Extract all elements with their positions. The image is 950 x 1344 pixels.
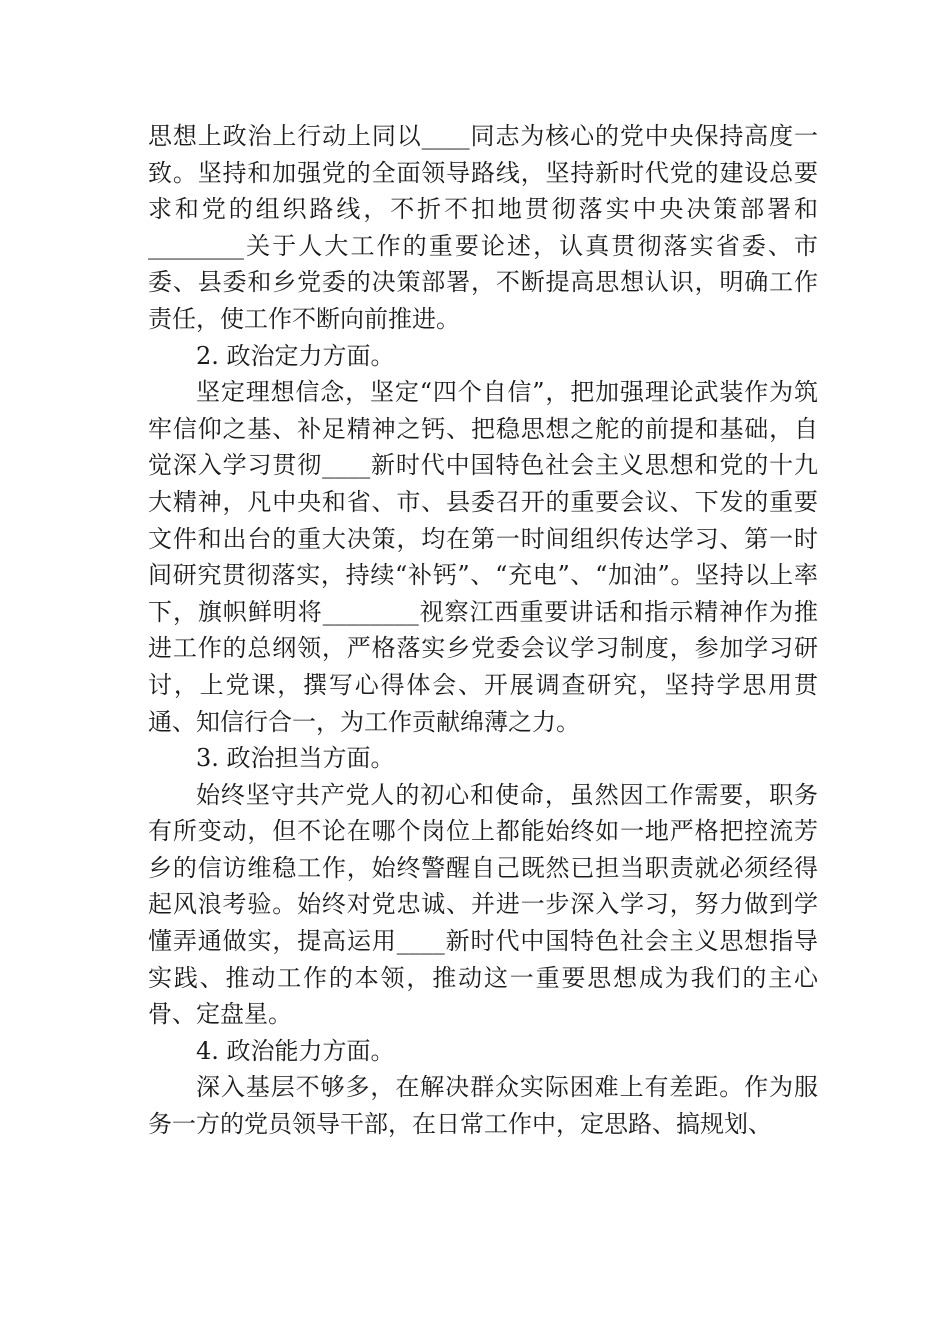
paragraph-political-ability: 深入基层不够多，在解决群众实际困难上有差距。作为服务一方的党员领导干部，在日常工作中，定思路、搞规划、 xyxy=(148,1073,818,1139)
heading-political-responsibility: 3. 政治担当方面。 xyxy=(196,744,395,773)
paragraph-political-determination: 坚定理想信念，坚定“四个自信”，把加强理论武装作为筑牢信仰之基、补足精神之钙、把稳思想之舵的前提和基础，自觉深入学习贯彻____新时代中国特色社会主义思想和党的十九大精神，凡中央和省、市、县委召开的重要会议、下发的重要文件和出台的重大决策，均在第一时间组织传达学习、第一时间研究贯彻落实，持续“补钙”、“充电”、“加油”。坚持以上率下，旗帜鲜明将________视察江西重要讲话和指示精神作为推进工作的总纲领，严格落实乡党委会议学习制度，参加学习研讨，上党课，撰写心得体会、开展调查研究，坚持学思用贯通、知信行合一，为工作贡献绵薄之力。 xyxy=(148,378,818,736)
document-body xyxy=(148,118,818,1143)
heading-political-determination: 2. 政治定力方面。 xyxy=(196,341,395,370)
paragraph-political-consistency: 思想上政治上行动上同以____同志为核心的党中央保持高度一致。坚持和加强党的全面领导路线，坚持新时代党的建设总要求和党的组织路线，不折不扣地贯彻落实中央决策部署和________关于人大工作的重要论述，认真贯彻落实省委、市委、县委和乡党委的决策部署，不断提高思想认识，明确工作责任，使工作不断向前推进。 xyxy=(148,122,818,333)
heading-political-ability: 4. 政治能力方面。 xyxy=(196,1036,395,1065)
paragraph-political-responsibility: 始终坚守共产党人的初心和使命，虽然因工作需要，职务有所变动，但不论在哪个岗位上都能始终如一地严格把控流芳乡的信访维稳工作，始终警醒自己既然已担当职责就必须经得起风浪考验。始终对党忠诚、并进一步深入学习，努力做到学懂弄通做实，提高运用____新时代中国特色社会主义思想指导实践、推动工作的本领，推动这一重要思想成为我们的主心骨、定盘星。 xyxy=(148,780,818,1029)
